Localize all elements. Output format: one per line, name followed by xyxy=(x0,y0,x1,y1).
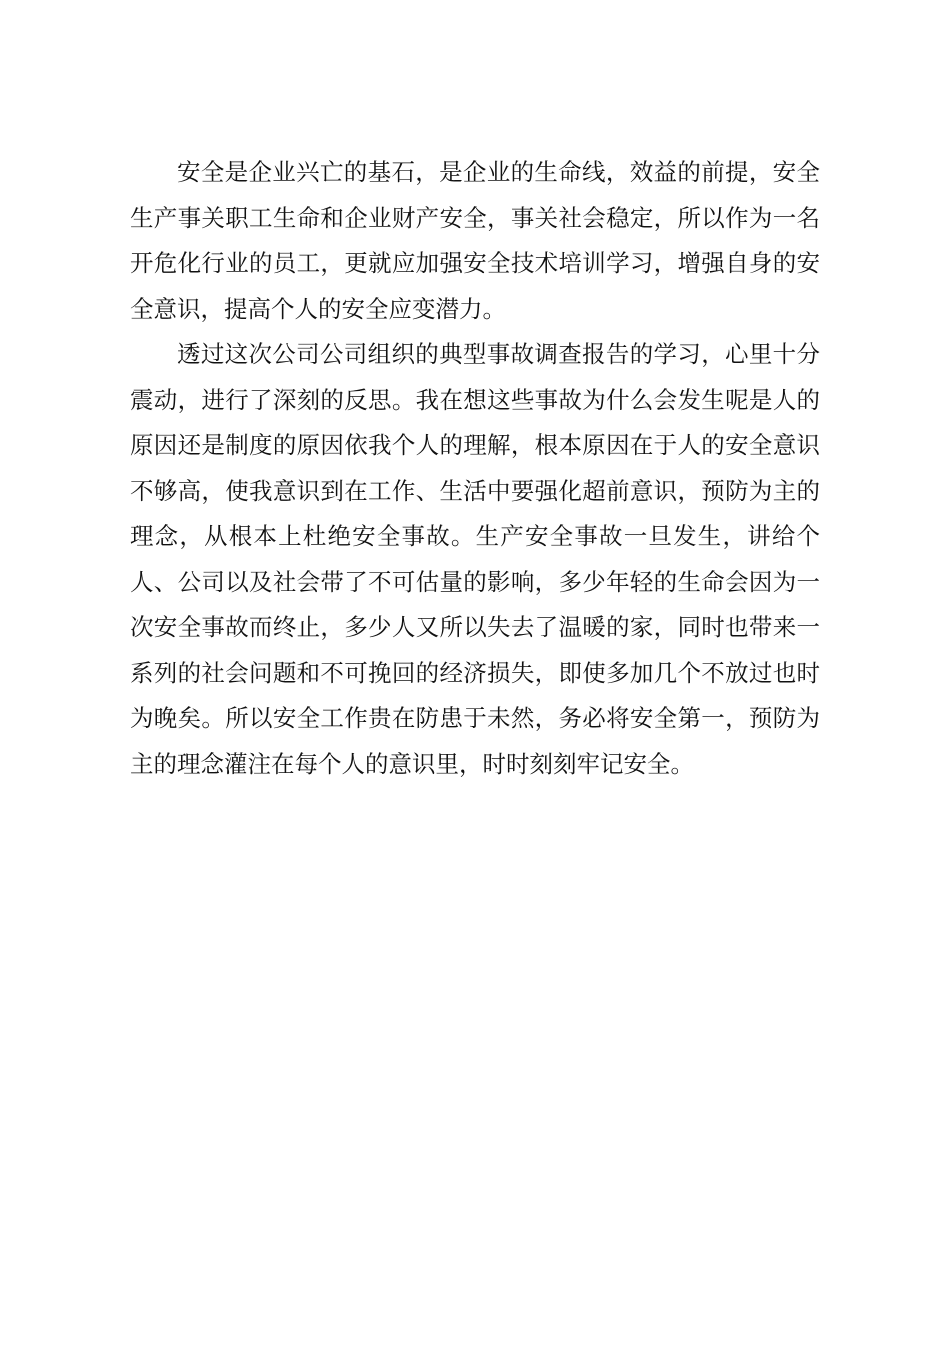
paragraph-1: 安全是企业兴亡的基石，是企业的生命线，效益的前提，安全生产事关职工生命和企业财产安全，事关社会稳定，所以作为一名开危化行业的员工，更就应加强安全技术培训学习，增强自身的安全意识，提高个人的安全应变潜力。 xyxy=(130,158,820,323)
paragraph-2: 透过这次公司公司组织的典型事故调查报告的学习，心里十分震动，进行了深刻的反思。我在想这些事故为什么会发生呢是人的原因还是制度的原因依我个人的理解，根本原因在于人的安全意识不够高，使我意识到在工作、生活中要强化超前意识，预防为主的理念，从根本上杜绝安全事故。生产安全事故一旦发生，讲给个人、公司以及社会带了不可估量的影响，多少年轻的生命会因为一次安全事故而终止，多少人又所以失去了温暖的家，同时也带来一系列的社会问题和不可挽回的经济损失，即使多加几个不放过也时为晚矣。所以安全工作贵在防患于未然，务必将安全第一，预防为主的理念灌注在每个人的意识里，时时刻刻牢记安全。 xyxy=(130,340,820,778)
document-body xyxy=(130,150,820,787)
